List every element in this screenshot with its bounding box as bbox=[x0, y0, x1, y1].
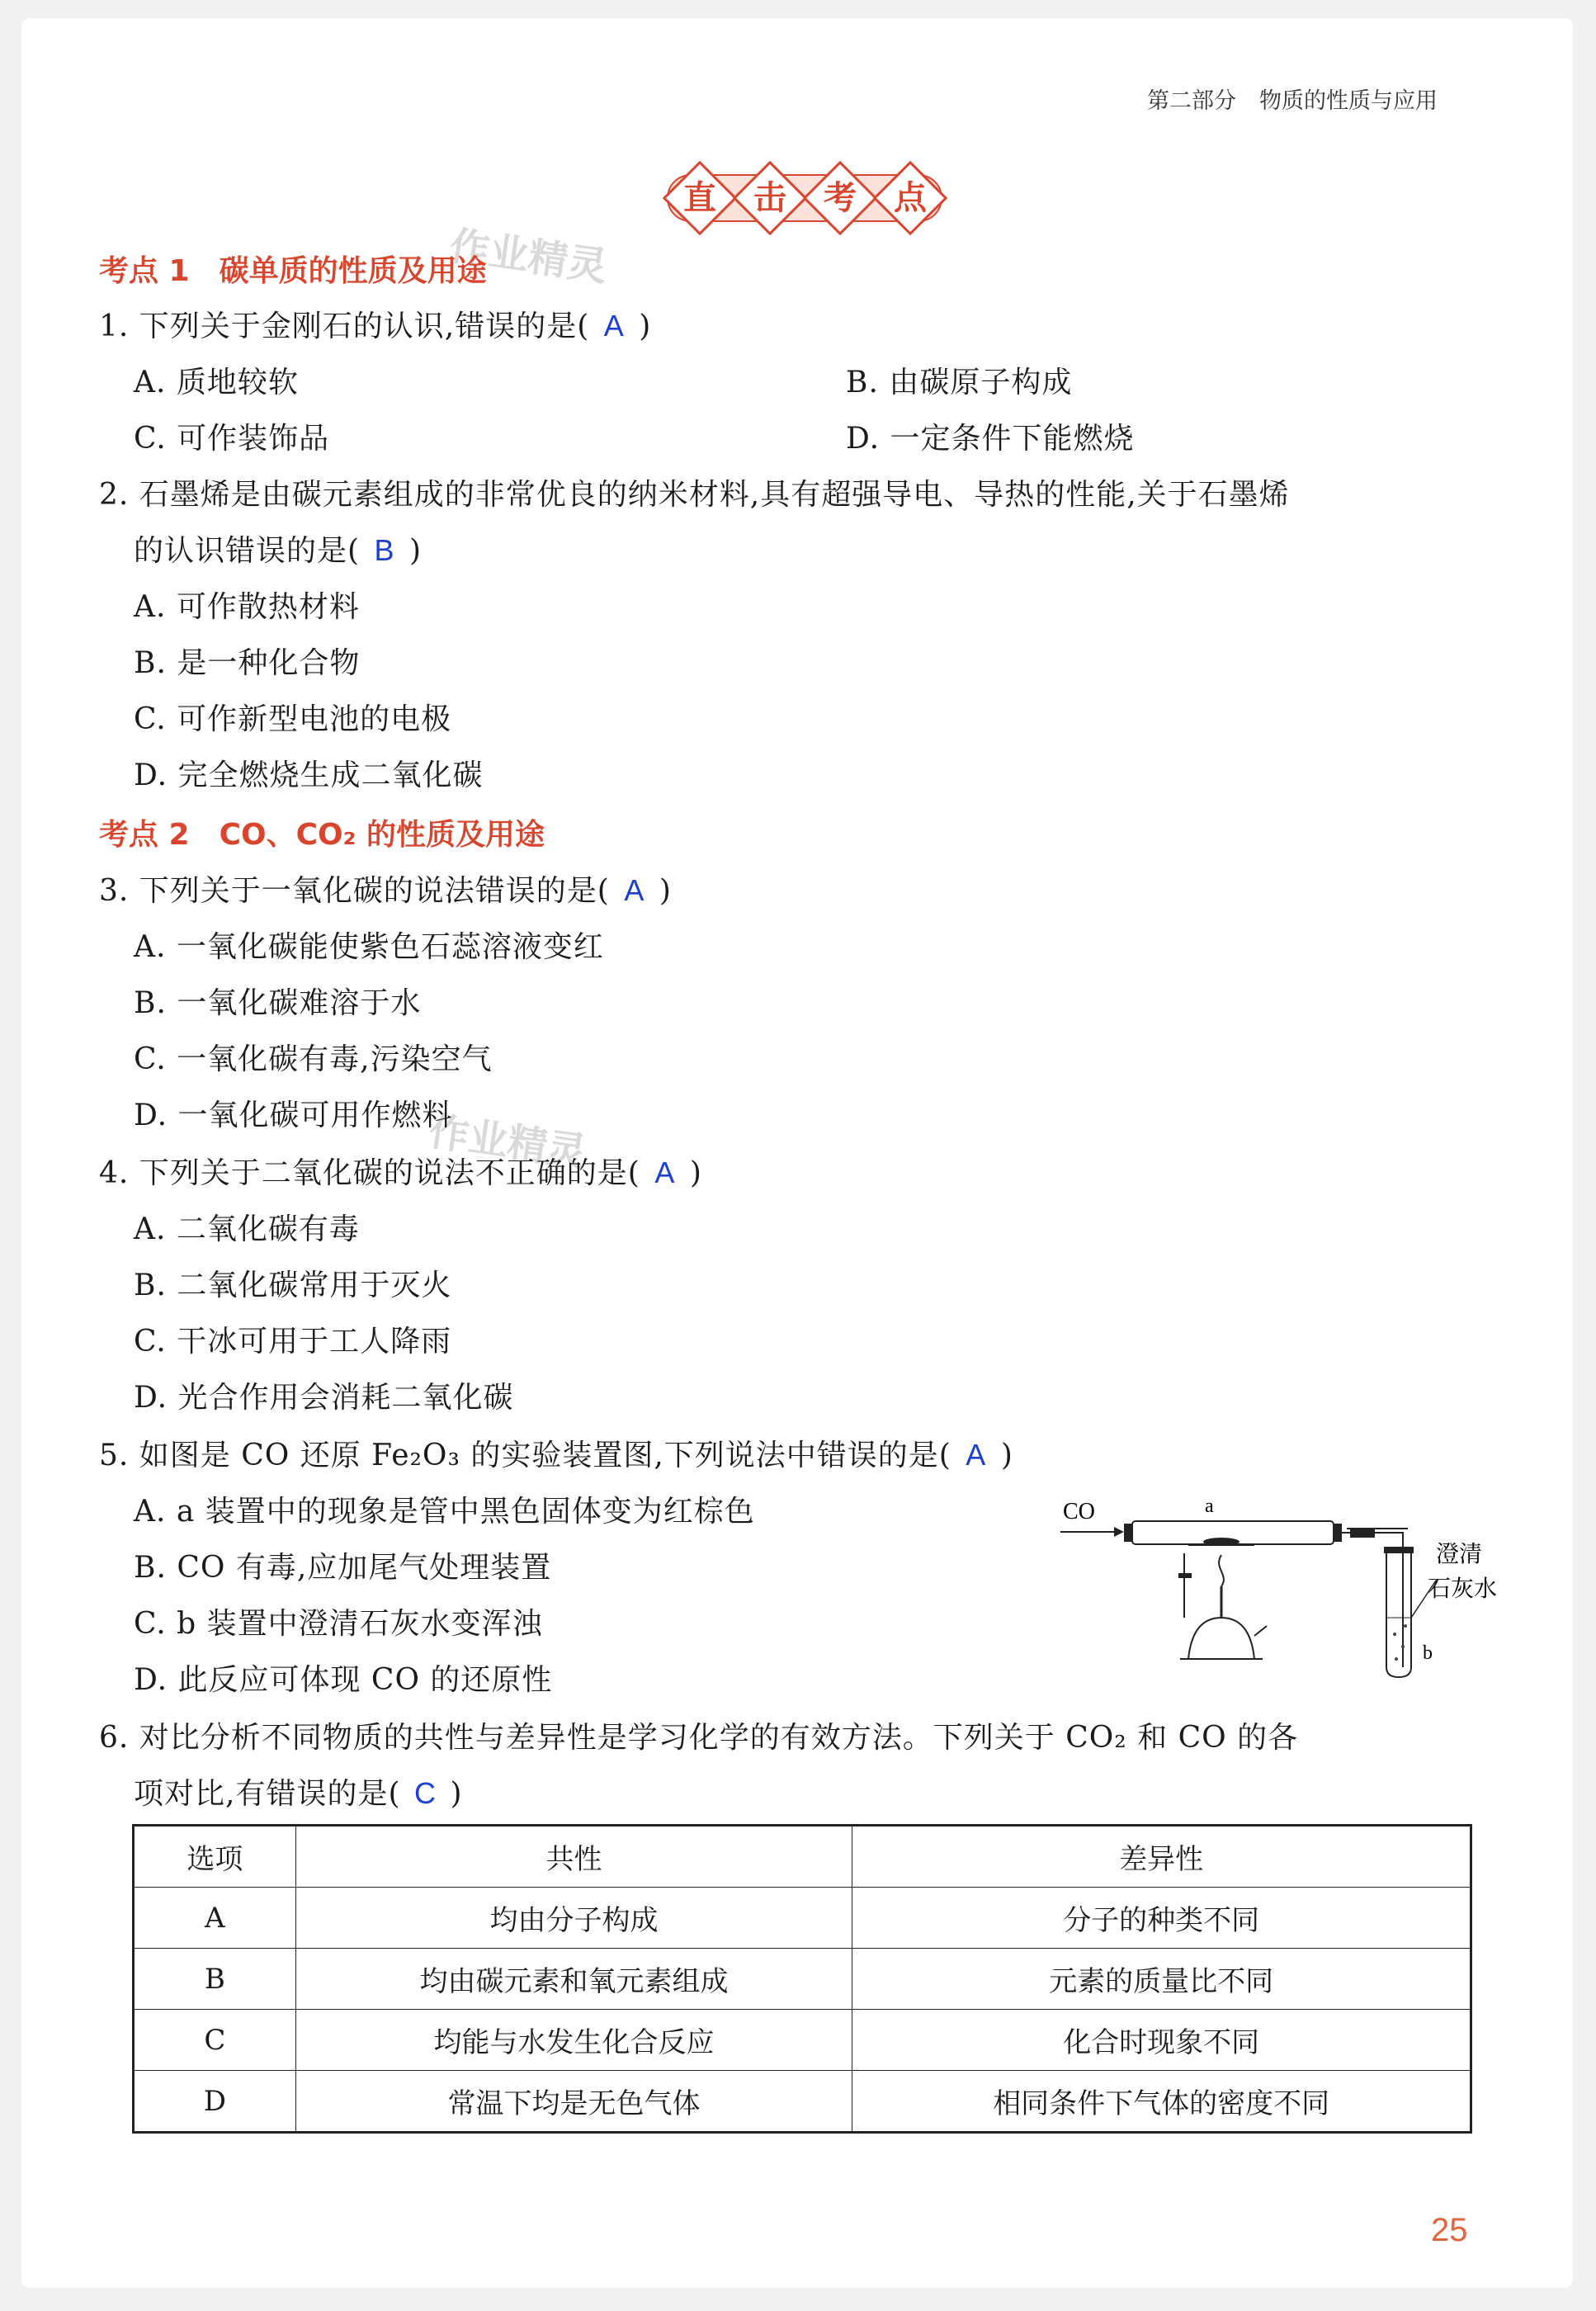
banner-char: 点 bbox=[872, 161, 947, 236]
table-cell: 相同条件下气体的密度不同 bbox=[852, 2071, 1471, 2133]
option-b: B. 由碳原子构成 bbox=[846, 366, 1073, 399]
section-heading-1 bbox=[99, 248, 487, 290]
answer: B bbox=[374, 533, 395, 567]
option-d: D. 一定条件下能燃烧 bbox=[846, 422, 1135, 456]
section-banner bbox=[664, 165, 945, 231]
question-1: 1. 下列关于金刚石的认识,错误的是( A ) bbox=[99, 309, 652, 343]
gas-label: CO bbox=[1063, 1499, 1095, 1524]
burner bbox=[1178, 1545, 1267, 1659]
option-d: D. 光合作用会消耗二氧化碳 bbox=[134, 1381, 514, 1415]
table-cell: B bbox=[134, 1949, 296, 2010]
header-part: 第二部分 bbox=[1147, 88, 1236, 114]
running-header bbox=[1147, 83, 1438, 115]
option-b: B. 二氧化碳常用于灭火 bbox=[134, 1269, 452, 1302]
table-cell: 均由碳元素和氧元素组成 bbox=[295, 1949, 852, 2010]
arrow-head-icon bbox=[1114, 1527, 1124, 1537]
option-a: A. 二氧化碳有毒 bbox=[134, 1212, 360, 1246]
banner-char: 考 bbox=[802, 161, 877, 236]
option-c: C. 一氧化碳有毒,污染空气 bbox=[134, 1042, 493, 1076]
question-stem: 3. 下列关于一氧化碳的说法错误的是( bbox=[99, 874, 610, 908]
watermark: 作业精灵 bbox=[426, 1108, 590, 1177]
section-title: 碳单质的性质及用途 bbox=[219, 254, 487, 288]
table-cell: 化合时现象不同 bbox=[852, 2010, 1471, 2071]
table-cell: 元素的质量比不同 bbox=[852, 1949, 1471, 2010]
option-b: B. CO 有毒,应加尾气处理装置 bbox=[134, 1551, 552, 1585]
watermark: 作业精灵 bbox=[446, 222, 611, 291]
test-tube bbox=[1384, 1547, 1414, 1677]
option-a: A. 一氧化碳能使紫色石蕊溶液变红 bbox=[134, 930, 604, 964]
liquid-label-2: 石灰水 bbox=[1428, 1575, 1498, 1602]
table-cell: C bbox=[134, 2010, 296, 2071]
table-header: 选项 bbox=[134, 1826, 296, 1888]
section-number: 考点 2 bbox=[99, 818, 190, 852]
answer: A bbox=[654, 1156, 676, 1189]
section-title: CO、CO₂ 的性质及用途 bbox=[219, 818, 545, 852]
tube-label: a bbox=[1205, 1496, 1214, 1517]
table-header: 差异性 bbox=[852, 1826, 1471, 1888]
question-stem: 5. 如图是 CO 还原 Fe₂O₃ 的实验装置图,下列说法中错误的是( bbox=[99, 1439, 951, 1472]
option-b: B. 一氧化碳难溶于水 bbox=[134, 986, 422, 1020]
option-d: D. 此反应可体现 CO 的还原性 bbox=[134, 1663, 553, 1697]
question-stem: 4. 下列关于二氧化碳的说法不正确的是( bbox=[99, 1156, 640, 1190]
option-a: A. 质地较软 bbox=[134, 366, 299, 399]
option-a: A. 可作散热材料 bbox=[134, 590, 360, 624]
question-4: 4. 下列关于二氧化碳的说法不正确的是( A ) bbox=[99, 1156, 702, 1190]
answer: A bbox=[624, 873, 645, 907]
question-6: 6. 对比分析不同物质的共性与差异性是学习化学的有效方法。下列关于 CO₂ 和 CO 的各 bbox=[99, 1721, 1299, 1755]
option-b: B. 是一种化合物 bbox=[134, 646, 361, 680]
option-c: C. 干冰可用于工人降雨 bbox=[134, 1325, 452, 1359]
liquid-label-1: 澄清 bbox=[1436, 1540, 1483, 1567]
section-heading-2 bbox=[99, 811, 545, 853]
option-a: A. a 装置中的现象是管中黑色固体变为红棕色 bbox=[134, 1495, 755, 1529]
table-row bbox=[134, 2071, 1471, 2133]
table-cell: A bbox=[134, 1888, 296, 1949]
table-row bbox=[134, 2010, 1471, 2071]
question-3: 3. 下列关于一氧化碳的说法错误的是( A ) bbox=[99, 873, 672, 908]
option-d: D. 一氧化碳可用作燃料 bbox=[134, 1099, 453, 1132]
comparison-table bbox=[132, 1824, 1472, 2134]
table-row bbox=[134, 1949, 1471, 2010]
question-5: 5. 如图是 CO 还原 Fe₂O₃ 的实验装置图,下列说法中错误的是( A ) bbox=[99, 1438, 1013, 1472]
option-c: C. 可作装饰品 bbox=[134, 422, 330, 456]
table-cell: 常温下均是无色气体 bbox=[295, 2071, 852, 2133]
answer: A bbox=[603, 309, 625, 343]
question-2-cont: 的认识错误的是( B ) bbox=[134, 533, 423, 568]
banner-char: 直 bbox=[662, 161, 737, 236]
answer: A bbox=[966, 1438, 987, 1472]
question-6-cont: 项对比,有错误的是( C ) bbox=[134, 1776, 463, 1811]
bottle-label: b bbox=[1423, 1642, 1433, 1664]
option-d: D. 完全燃烧生成二氧化碳 bbox=[134, 759, 484, 792]
table-cell: 分子的种类不同 bbox=[852, 1888, 1471, 1949]
table-cell: D bbox=[134, 2071, 296, 2133]
table-header: 共性 bbox=[295, 1826, 852, 1888]
question-stem: 1. 下列关于金刚石的认识,错误的是( bbox=[99, 310, 590, 343]
question-2: 2. 石墨烯是由碳元素组成的非常优良的纳米材料,具有超强导电、导热的性能,关于石墨烯 bbox=[99, 478, 1290, 512]
answer: C bbox=[414, 1776, 437, 1810]
table-header-row bbox=[134, 1826, 1471, 1888]
header-chapter: 物质的性质与应用 bbox=[1259, 88, 1438, 114]
reaction-tube bbox=[1124, 1521, 1342, 1546]
page-number: 25 bbox=[1431, 2212, 1468, 2248]
table-cell: 均由分子构成 bbox=[295, 1888, 852, 1949]
option-c: C. b 装置中澄清石灰水变浑浊 bbox=[134, 1607, 543, 1641]
section-number: 考点 1 bbox=[99, 254, 190, 288]
option-c: C. 可作新型电池的电极 bbox=[134, 702, 452, 736]
apparatus-diagram bbox=[1056, 1494, 1498, 1684]
banner-char: 击 bbox=[732, 161, 807, 236]
table-row bbox=[134, 1888, 1471, 1949]
table-cell: 均能与水发生化合反应 bbox=[295, 2010, 852, 2071]
